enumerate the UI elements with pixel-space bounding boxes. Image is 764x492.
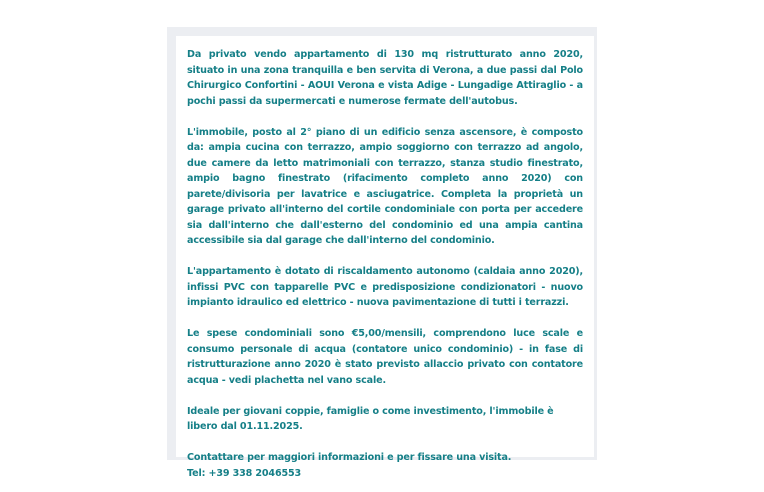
- description-paragraph-features: L'appartamento è dotato di riscaldamento autonomo (caldaia anno 2020), infissi PVC con tapparelle PVC e predisposizione condizionatori - nuovo impianto idraulico ed elettrico - nuova pavimentazione di tutti i terrazzi.: [187, 266, 583, 308]
- contact-text: Contattare per maggiori informazioni e per fissare una visita.: [187, 452, 512, 463]
- description-frame: [167, 27, 597, 479]
- phone-number: Tel: +39 338 2046553: [187, 467, 302, 479]
- description-paragraph-layout: L'immobile, posto al 2° piano di un edificio senza ascensore, è composto da: ampia cucina con terrazzo, ampio soggiorno con terrazzo ad angolo, due camere da letto matrimoniali con terrazzo, stanza studio finestrato, ampio bagno finestrato (rifacimento completo anno 2020) con parete/divisoria per lavatrice e asciugatrice. Completa la proprietà un garage privato all'interno del cortile condominiale con porta per accedere sia dall'interno che dall'esterno del condominio ed una ampia cantina accessibile sia dal garage che dall'interno del condominio.: [187, 126, 583, 246]
- description-paragraph-expenses: Le spese condominiali sono €5,00/mensili, comprendono luce scale e consumo personale di acqua (contatore unico condominio) - in fase di ristrutturazione anno 2020 è stato previsto allaccio privato con contatore acqua - vedi plachetta nel vano scale.: [187, 328, 583, 386]
- description-paragraph-intro: Da privato vendo appartamento di 130 mq ristrutturato anno 2020, situato in una zona tranquilla e ben servita di Verona, a due passi dal Polo Chirurgico Confortini - AOUI Verona e vista Adige - Lungadige Attiraglio - a pochi passi da supermercati e numerose fermate dell'autobus.: [187, 49, 583, 107]
- contact-block: [187, 450, 583, 481]
- description-card: [176, 36, 594, 479]
- description-paragraph-availability: Ideale per giovani coppie, famiglie o come investimento, l'immobile è libero dal 01.11.2025.: [187, 405, 554, 432]
